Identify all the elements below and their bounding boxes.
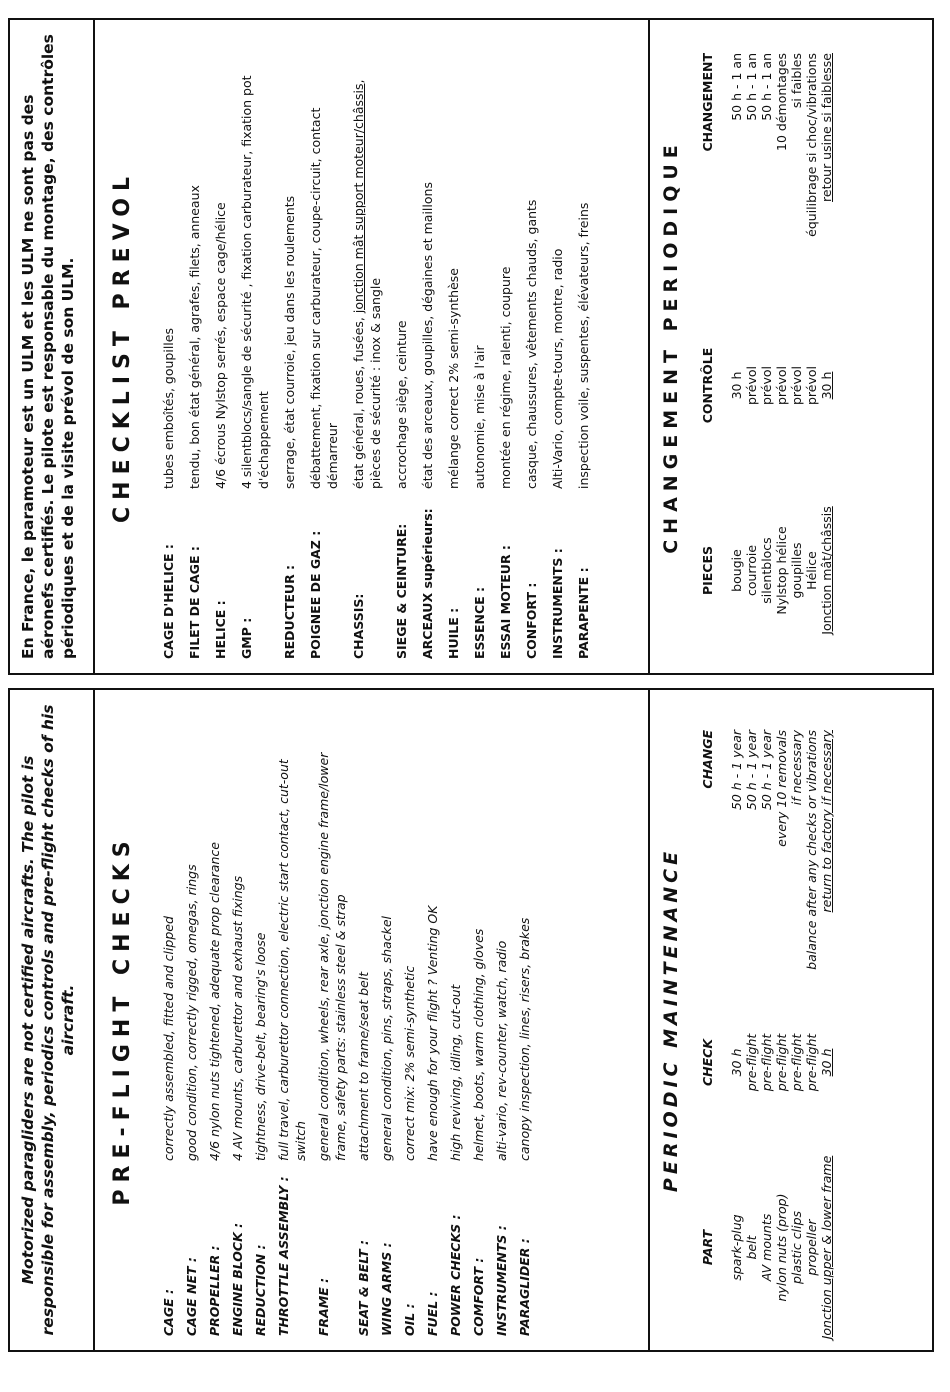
checklist-label: PARAGLIDER :	[517, 1238, 532, 1336]
cell-check: pre-flight	[774, 1033, 789, 1092]
table-header	[700, 43, 715, 663]
checklist-value: 4 silentblocs/sangle de sécurité , fixation carburateur, fixation pot d'échappement	[239, 75, 271, 489]
header-check: CHECK	[700, 1038, 715, 1087]
checklist-row	[206, 716, 223, 1336]
checklist-row	[393, 39, 410, 659]
cell-part: goupilles	[789, 542, 804, 599]
checklist-label: CAGE D'HELICE :	[161, 544, 176, 659]
checklist-value: 4/6 nylon nuts tightened, adequate prop clearance	[207, 842, 222, 1161]
french-checklist-card	[8, 18, 934, 675]
cell-change: 50 h - 1 year	[729, 730, 744, 811]
cell-check: pre-flight	[759, 1033, 774, 1092]
checklist-row	[355, 716, 372, 1336]
cell-change: every 10 removals	[774, 730, 789, 847]
english-intro-text: Motorized paragliders are not certified aircrafts. The pilot is responsible for assembly, periodics controls and pre-flight checks of his aircraft.	[10, 690, 95, 1350]
checklist-value: general condition, pins, straps, shackel	[379, 916, 394, 1161]
frame-value-start: état général, roues, fusées,	[351, 313, 366, 489]
cell-change: 10 démontages	[774, 53, 789, 151]
cell-check: prévol	[789, 366, 804, 406]
checklist-label: COMFORT :	[471, 1257, 486, 1336]
cell-part: spark-plug	[729, 1214, 744, 1281]
checklist-row	[212, 39, 229, 659]
english-checklist-card	[8, 688, 934, 1352]
table-row	[774, 43, 789, 663]
checklist-row	[350, 39, 384, 659]
header-part: PIECES	[700, 545, 715, 596]
checklist-row	[275, 716, 309, 1336]
french-intro-text: En France, le paramoteur est un ULM et les ULM ne sont pas des aéronefs certifiés. Le pilote est responsable du montage, des contrôles périodiques et de la visite prévol de son ULM.	[10, 20, 95, 673]
checklist-value: tubes emboîtés, goupilles	[161, 328, 176, 489]
cell-check: prévol	[804, 366, 819, 406]
cell-check: prévol	[774, 366, 789, 406]
checklist-row	[281, 39, 298, 659]
french-rotated-content	[10, 20, 932, 673]
table-row	[759, 720, 774, 1340]
header-change: CHANGEMENT	[700, 53, 715, 152]
checklist-label: SEAT & BELT :	[356, 1240, 371, 1336]
section-divider	[648, 20, 650, 673]
checklist-value: alti-vario, rev-counter, watch, radio	[494, 940, 509, 1161]
checklist-row	[378, 716, 395, 1336]
cell-change: 50 h - 1 year	[759, 730, 774, 811]
table-row	[789, 43, 804, 663]
checklist-label: POIGNEE DE GAZ :	[308, 530, 323, 659]
checklist-value: autonomie, mise à l'air	[472, 345, 487, 489]
french-checklist-title: CHECKLIST PREVOL	[110, 170, 135, 523]
cell-part: silentblocs	[759, 537, 774, 604]
cell-part: plastic clips	[789, 1210, 804, 1285]
cell-part: nylon nuts (prop)	[774, 1193, 789, 1302]
table-header	[700, 720, 715, 1340]
checklist-label: SIEGE & CEINTURE:	[394, 523, 409, 659]
french-checklist	[160, 39, 601, 659]
checklist-row	[497, 39, 514, 659]
checklist-row	[186, 39, 203, 659]
cell-part: Hélice	[804, 551, 819, 590]
english-checklist-title: PRE-FLIGHT CHECKS	[110, 834, 135, 1206]
checklist-value: Alti-Vario, compte-tours, montre, radio	[550, 248, 565, 489]
cell-part: propeller	[804, 1219, 819, 1276]
checklist-value: helmet, boots, warm clothing, gloves	[471, 928, 486, 1161]
checklist-value: tendu, bon état général, agrafes, filets, anneaux	[187, 185, 202, 489]
checklist-label: INSTRUMENTS :	[494, 1225, 509, 1336]
checklist-value: serrage, état courroie, jeu dans les roulements	[282, 195, 297, 489]
checklist-label: REDUCTION :	[253, 1244, 268, 1336]
checklist-value: inspection voile, suspentes, élévateurs, freins	[576, 202, 591, 489]
checklist-label: FRAME :	[316, 1277, 331, 1336]
checklist-row	[229, 716, 246, 1336]
header-part: PART	[700, 1229, 715, 1266]
cell-change: retour usine si faiblesse	[819, 53, 834, 202]
checklist-row	[549, 39, 566, 659]
checklist-row	[315, 716, 349, 1336]
cell-check: prévol	[744, 366, 759, 406]
checklist-value: 4/6 écrous Nylstop serrés, espace cage/hélice	[213, 202, 228, 489]
table-row	[729, 43, 744, 663]
header-check: CONTRÔLE	[700, 347, 715, 424]
table-row	[729, 720, 744, 1340]
cell-change: 50 h - 1 an	[759, 53, 774, 121]
cell-change: 50 h - 1 an	[729, 53, 744, 121]
checklist-row	[470, 716, 487, 1336]
checklist-label: CAGE :	[161, 1289, 176, 1336]
checklist-label: ESSAI MOTEUR :	[498, 545, 513, 659]
checklist-row	[419, 39, 436, 659]
checklist-label: PROPELLER :	[207, 1245, 222, 1336]
checklist-value: good condition, correctly rigged, omegas, rings	[184, 864, 199, 1161]
checklist-label: ARCEAUX supérieurs:	[420, 508, 435, 659]
checklist-row	[160, 39, 177, 659]
cell-check: pre-flight	[804, 1033, 819, 1092]
checklist-value: accrochage siège, ceinture	[394, 320, 409, 489]
english-maintenance-title: PERIODIC MAINTENANCE	[660, 847, 682, 1193]
checklist-label: POWER CHECKS :	[448, 1214, 463, 1336]
cell-part: bougie	[729, 549, 744, 592]
checklist-row	[523, 39, 540, 659]
cell-change: 50 h - 1 year	[744, 730, 759, 811]
table-row	[819, 43, 834, 663]
checklist-value: have enough for your flight ? Venting OK	[425, 905, 440, 1161]
checklist-label: ESSENCE :	[472, 586, 487, 659]
cell-part: Nylstop hélice	[774, 526, 789, 615]
table-row	[804, 43, 819, 663]
cell-check: 30 h	[819, 1048, 834, 1077]
checklist-row	[160, 716, 177, 1336]
cell-change: 50 h - 1 an	[744, 53, 759, 121]
cell-part: AV mounts	[759, 1213, 774, 1282]
cell-check: prévol	[759, 366, 774, 406]
cell-change: return to factory if necessary	[819, 730, 834, 913]
checklist-value: general condition, wheels, rear axle, jonction engine frame/lower frame, safety parts: stainless steel & strap	[316, 752, 348, 1161]
checklist-value: tightness, drive-belt, bearing's loose	[253, 932, 268, 1161]
table-row	[774, 720, 789, 1340]
checklist-row	[575, 39, 592, 659]
cell-check: 30 h	[729, 371, 744, 400]
section-divider	[648, 690, 650, 1350]
checklist-row	[252, 716, 269, 1336]
english-maintenance-table	[700, 720, 834, 1340]
checklist-row	[238, 39, 272, 659]
cell-check: 30 h	[819, 371, 834, 400]
checklist-value: correctly assembled, fitted and clipped	[161, 916, 176, 1161]
checklist-label: ENGINE BLOCK :	[230, 1222, 245, 1336]
checklist-row	[445, 39, 462, 659]
checklist-row	[493, 716, 510, 1336]
table-row	[744, 43, 759, 663]
checklist-row	[307, 39, 341, 659]
table-row	[819, 720, 834, 1340]
checklist-label: HUILE :	[446, 607, 461, 659]
checklist-row	[447, 716, 464, 1336]
checklist-value: état des arceaux, goupilles, dégaines et maillons	[420, 182, 435, 489]
table-row	[759, 43, 774, 663]
french-maintenance-title: CHANGEMENT PERIODIQUE	[660, 139, 682, 554]
cell-change: if necessary	[789, 730, 804, 806]
frame-value-underlined: jonction mât support moteur/châssis	[351, 83, 366, 314]
cell-part: Jonction upper & lower frame	[819, 1155, 834, 1340]
header-change: CHANGE	[700, 730, 715, 789]
checklist-value	[350, 39, 384, 489]
french-maintenance-table	[700, 43, 834, 663]
table-row	[804, 720, 819, 1340]
table-row	[789, 720, 804, 1340]
checklist-label: GMP :	[239, 617, 254, 659]
checklist-value: high reviving, idling, cut-out	[448, 984, 463, 1161]
checklist-value: mélange correct 2% semi-synthèse	[446, 268, 461, 489]
checklist-label: CAGE NET :	[184, 1257, 199, 1336]
cell-change: équilibrage si choc/vibrations	[804, 53, 819, 237]
cell-check: pre-flight	[789, 1033, 804, 1092]
english-rotated-content	[10, 690, 932, 1350]
checklist-value: casque, chaussures, vêtements chauds, gants	[524, 199, 539, 489]
checklist-value: attachment to frame/seat belt	[356, 971, 371, 1161]
english-checklist	[160, 716, 539, 1336]
checklist-label: CONFORT :	[524, 582, 539, 659]
checklist-label: HELICE :	[213, 600, 228, 659]
checklist-label: PARAPENTE :	[576, 567, 591, 659]
checklist-label: OIL :	[402, 1303, 417, 1336]
checklist-label: WING ARMS :	[379, 1242, 394, 1336]
checklist-label: CHASSIS:	[351, 593, 366, 659]
checklist-label: FILET DE CAGE :	[187, 546, 202, 659]
cell-part: belt	[744, 1235, 759, 1260]
table-row	[744, 720, 759, 1340]
checklist-row	[401, 716, 418, 1336]
checklist-value: correct mix: 2% semi-synthetic	[402, 965, 417, 1161]
checklist-label: THROTTLE ASSEMBLY :	[276, 1176, 291, 1336]
cell-change: balance after any checks or vibrations	[804, 730, 819, 970]
checklist-value: full travel, carburettor connection, electric start contact, cut-out switch	[276, 759, 308, 1161]
checklist-label: INSTRUMENTS :	[550, 548, 565, 659]
checklist-row	[516, 716, 533, 1336]
checklist-row	[471, 39, 488, 659]
cell-part: Jonction mât/châssis	[819, 506, 834, 635]
checklist-label: FUEL :	[425, 1291, 440, 1336]
checklist-value: montée en régime, ralenti, coupure	[498, 266, 513, 489]
cell-check: pre-flight	[744, 1033, 759, 1092]
checklist-row	[424, 716, 441, 1336]
cell-change: si faibles	[789, 53, 804, 109]
cell-part: courroie	[744, 544, 759, 597]
checklist-value: canopy inspection, lines, risers, brakes	[517, 917, 532, 1161]
checklist-value: 4 AV mounts, carburettor and exhaust fixings	[230, 875, 245, 1161]
cell-check: 30 h	[729, 1048, 744, 1077]
checklist-label: REDUCTEUR :	[282, 564, 297, 659]
frame-value-end: , pièces de sécurité : inox & sangle	[351, 79, 383, 489]
checklist-value: débattement, fixation sur carburateur, coupe-circuit, contact démarreur	[308, 107, 340, 489]
checklist-row	[183, 716, 200, 1336]
